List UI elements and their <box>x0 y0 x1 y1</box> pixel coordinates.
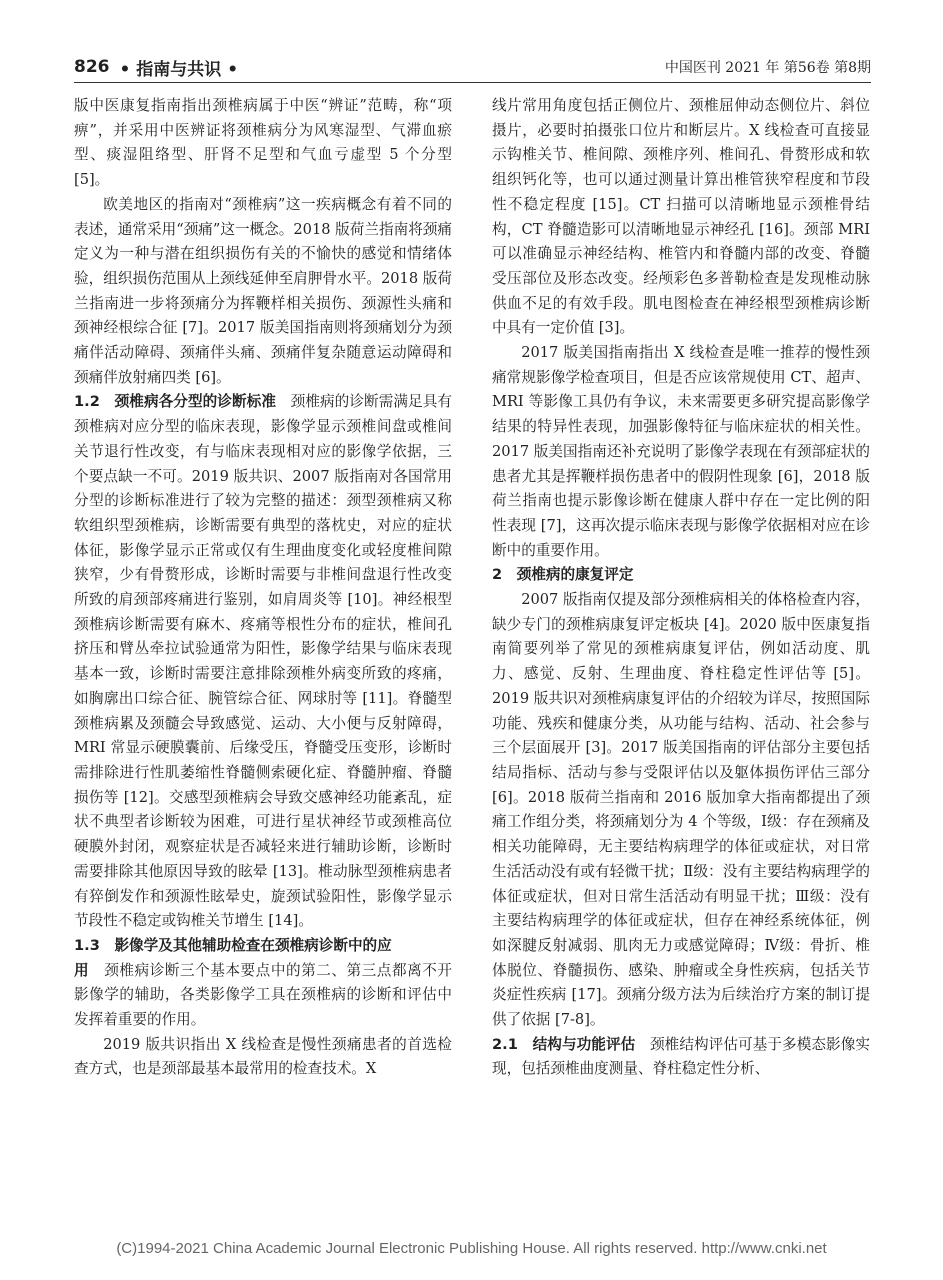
subsection-2-1 <box>492 1033 870 1082</box>
subsection-title: 1.2 颈椎病各分型的诊断标准 <box>74 393 276 411</box>
subsection-body: 颈椎结构评估可基于多模态影像实现，包括颈椎曲度测量、脊柱稳定性分析、 <box>492 1035 870 1078</box>
subsection-1-3 <box>74 959 452 1033</box>
paragraph: 欧美地区的指南对“颈椎病”这一疾病概念有着不同的表述，通常采用“颈痛”这一概念。2018 版荷兰指南将颈痛定义为一种与潜在组织损伤有关的不愉快的感觉和情绪体验，组织损伤范围从上颈线延伸至肩胛骨水平。2018 版荷兰指南进一步将颈痛分为挥鞭样相关损伤、颈源性头痛和颈神经根综合征 [7]。2017 版美国指南则将颈痛划分为颈痛伴活动障碍、颈痛伴头痛、颈痛伴复杂随意运动障碍和颈痛伴放射痛四类 [6]。 <box>74 195 452 386</box>
left-column <box>74 94 452 1082</box>
page-header <box>74 52 871 83</box>
paragraph: 版中医康复指南指出颈椎病属于中医“辨证”范畴，称“项痹”，并采用中医辨证将颈椎病分为风寒湿型、气滞血瘀型、痰湿阻络型、肝肾不足型和气血亏虚型 5 个分型 [5]。 <box>74 97 452 189</box>
subsection-title-cont: 用 <box>74 961 90 979</box>
subsection-body: 颈椎病的诊断需满足具有颈椎病对应分型的临床表现，影像学显示颈椎间盘或椎间关节退行性改变，有与临床表现相对应的影像学依据，三个要点缺一不可。2019 版共识、2007 版指南对各国常用分型的诊断标准进行了较为完整的描述：颈型颈椎病又称软组织型颈椎病，诊断需要有典型的落枕史，对应的症状体征，影像学显示正常或仅有生理曲度变化或轻度椎间隙狭窄，少有骨赘形成，诊断时需要与非椎间盘退行性改变所致的肩颈部疼痛进行鉴别，如肩周炎等 [10]。神经根型颈椎病诊断需要有麻木、疼痛等根性分布的症状，椎间孔挤压和臂丛牵拉试验通常为阳性，影像学结果与临床表现基本一致，诊断时需要注意排除颈椎外病变所致的疼痛，如胸廓出口综合征、腕管综合征、网球肘等 [11]。脊髓型颈椎病累及颈髓会导致感觉、运动、大小便与反射障碍，MRI 常显示硬膜囊前、后缘受压，脊髓受压变形，诊断时需排除进行性肌萎缩性脊髓侧索硬化症、脊髓肿瘤、脊髓损伤等 [12]。交感型颈椎病会导致交感神经功能紊乱，症状不典型者诊断较为困难，可进行星状神经节或颈椎高位硬膜外封闭，观察症状是否减轻来进行辅助诊断，诊断时需要排除其他原因导致的眩晕 [13]。椎动脉型颈椎病患者有猝倒发作和颈源性眩晕史，旋颈试验阳性，影像学显示节段性不稳定或钩椎关节增生 [14]。 <box>74 393 452 930</box>
section-2-title: 2 颈椎病的康复评定 <box>492 566 634 584</box>
right-column <box>492 94 870 1082</box>
copyright-footer: (C)1994-2021 China Academic Journal Electronic Publishing House. All rights reserved. http://www.cnki.net <box>116 1240 827 1257</box>
paragraph: 2017 版美国指南指出 X 线检查是唯一推荐的慢性颈痛常规影像学检查项目，但是否应该常规使用 CT、超声、MRI 等影像工具仍有争议，未来需要更多研究提高影像学结果的特异性表现，加强影像特征与临床症状的相关性。2017 版美国指南还补充说明了影像学表现在有颈部症状的患者尤其是挥鞭样损伤患者中的假阴性现象 [6]，2018 版荷兰指南也提示影像诊断在健康人群中存在一定比例的阳性表现 [7]，这再次提示临床表现与影像学依据相对应在诊断中的重要作用。 <box>492 344 870 559</box>
subsection-body: 颈椎病诊断三个基本要点中的第二、第三点都离不开影像学的辅助，各类影像学工具在颈椎病的诊断和评估中发挥着重要的作用。 <box>74 961 452 1029</box>
subsection-title: 1.3 影像学及其他辅助检查在颈椎病诊断中的应 <box>74 936 392 954</box>
page-number: 826 <box>74 57 110 77</box>
subsection-1-2 <box>74 390 452 933</box>
journal-info: 中国医刊 2021 年 第56卷 第8期 <box>664 60 871 76</box>
paragraph: 线片常用角度包括正侧位片、颈椎屈伸动态侧位片、斜位摄片，必要时拍摄张口位片和断层片。X 线检查可直接显示钩椎关节、椎间隙、颈椎序列、椎间孔、骨赘形成和软组织钙化等，也可以通过测量计算出椎管狭窄程度和节段性不稳定程度 [15]。CT 扫描可以清晰地显示颈椎骨结构，CT 脊髓造影可以清晰地显示神经孔 [16]。颈部 MRI 可以准确显示神经结构、椎管内和脊髓内部的改变、脊髓受压部位及形态改变。经颅彩色多普勒检查是发现椎动脉供血不足的有效手段。肌电图检查在神经根型颈椎病诊断中具有一定价值 [3]。 <box>492 97 870 337</box>
subsection-1-3-heading <box>74 934 452 959</box>
header-left <box>74 55 238 80</box>
section-label: • 指南与共识 • <box>119 59 239 80</box>
paragraph: 2019 版共识指出 X 线检查是慢性颈痛患者的首选检查方式，也是颈部最基本最常用的检查技术。X <box>74 1035 452 1078</box>
subsection-title: 2.1 结构与功能评估 <box>492 1035 636 1053</box>
paragraph: 2007 版指南仅提及部分颈椎病相关的体格检查内容，缺少专门的颈椎病康复评定板块 [4]。2020 版中医康复指南简要列举了常见的颈椎病康复评估，例如活动度、肌力、感觉、反射、生理曲度、脊柱稳定性评估等 [5]。2019 版共识对颈椎病康复评估的介绍较为详尽，按照国际功能、残疾和健康分类，从功能与结构、活动、社会参与三个层面展开 [3]。2017 版美国指南的评估部分主要包括结局指标、活动与参与受限评估以及躯体损伤评估三部分 [6]。2018 版荷兰指南和 2016 版加拿大指南都提出了颈痛工作组分类，将颈痛划分为 4 个等级，Ⅰ级：存在颈痛及相关功能障碍，无主要结构病理学的体征或症状，对日常生活活动没有或有轻微干扰；Ⅱ级：没有主要结构病理学的体征或症状，但对日常生活活动有明显干扰；Ⅲ级：没有主要结构病理学的体征或症状，但存在神经系统体征，例如深腱反射减弱、肌肉无力或感觉障碍；Ⅳ级：骨折、椎体脱位、脊髓损伤、感染、肿瘤或全身性疾病，包括关节炎症性疾病 [17]。颈痛分级方法为后续治疗方案的制订提供了依据 [7-8]。 <box>492 591 870 1029</box>
